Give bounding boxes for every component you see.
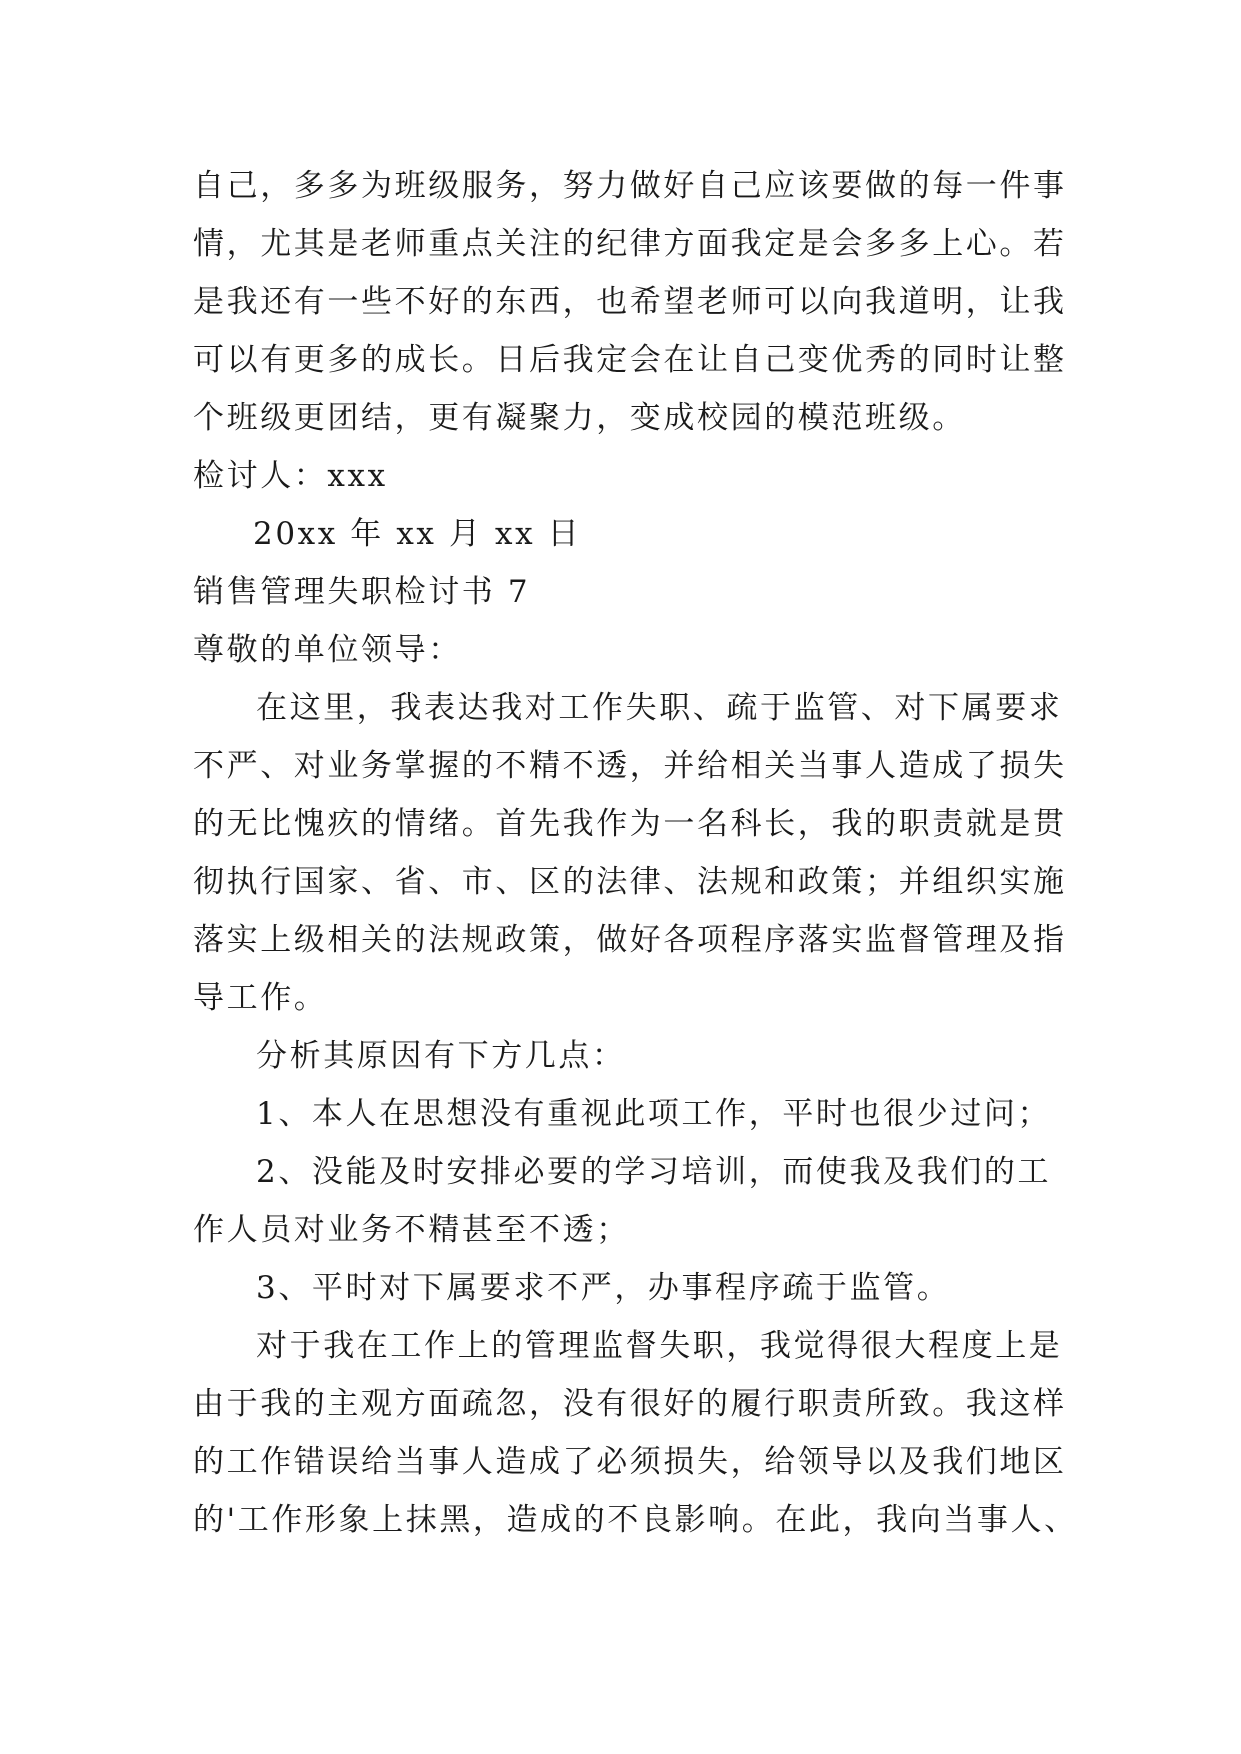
text-line: 情，尤其是老师重点关注的纪律方面我定是会多多上心。若 [193,226,1067,262]
text-line: 由于我的主观方面疏忽，没有很好的履行职责所致。我这样 [193,1386,1067,1422]
text-line: 的工作错误给当事人造成了必须损失，给领导以及我们地区 [193,1444,1067,1480]
text-line: 可以有更多的成长。日后我定会在让自己变优秀的同时让整 [193,342,1067,378]
text-line: 自己，多多为班级服务，努力做好自己应该要做的每一件事 [193,168,1067,204]
section-title: 销售管理失职检讨书 7 [193,574,531,610]
list-item: 3、平时对下属要求不严，办事程序疏于监管。 [256,1270,951,1306]
signature-line: 检讨人：xxx [193,458,388,494]
text-line: 落实上级相关的法规政策，做好各项程序落实监督管理及指 [193,922,1067,958]
text-line: 对于我在工作上的管理监督失职，我觉得很大程度上是 [256,1328,1063,1364]
text-line: 作人员对业务不精甚至不透； [193,1212,630,1248]
text-line: 是我还有一些不好的东西，也希望老师可以向我道明，让我 [193,284,1067,320]
text-line: 的'工作形象上抹黑，造成的不良影响。在此，我向当事人、 [193,1502,1078,1538]
text-line: 导工作。 [193,980,328,1016]
text-line: 分析其原因有下方几点： [256,1038,626,1074]
text-line: 不严、对业务掌握的不精不透，并给相关当事人造成了损失 [193,748,1067,784]
text-line: 的无比愧疚的情绪。首先我作为一名科长，我的职责就是贯 [193,806,1067,842]
salutation: 尊敬的单位领导： [193,632,462,668]
list-item: 2、没能及时安排必要的学习培训，而使我及我们的工 [256,1154,1052,1190]
text-line: 个班级更团结，更有凝聚力，变成校园的模范班级。 [193,400,966,436]
text-line: 在这里，我表达我对工作失职、疏于监管、对下属要求 [256,690,1063,726]
list-item: 1、本人在思想没有重视此项工作，平时也很少过问； [256,1096,1052,1132]
text-line: 彻执行国家、省、市、区的法律、法规和政策；并组织实施 [193,864,1067,900]
date-line: 20xx 年 xx 月 xx 日 [253,516,582,552]
